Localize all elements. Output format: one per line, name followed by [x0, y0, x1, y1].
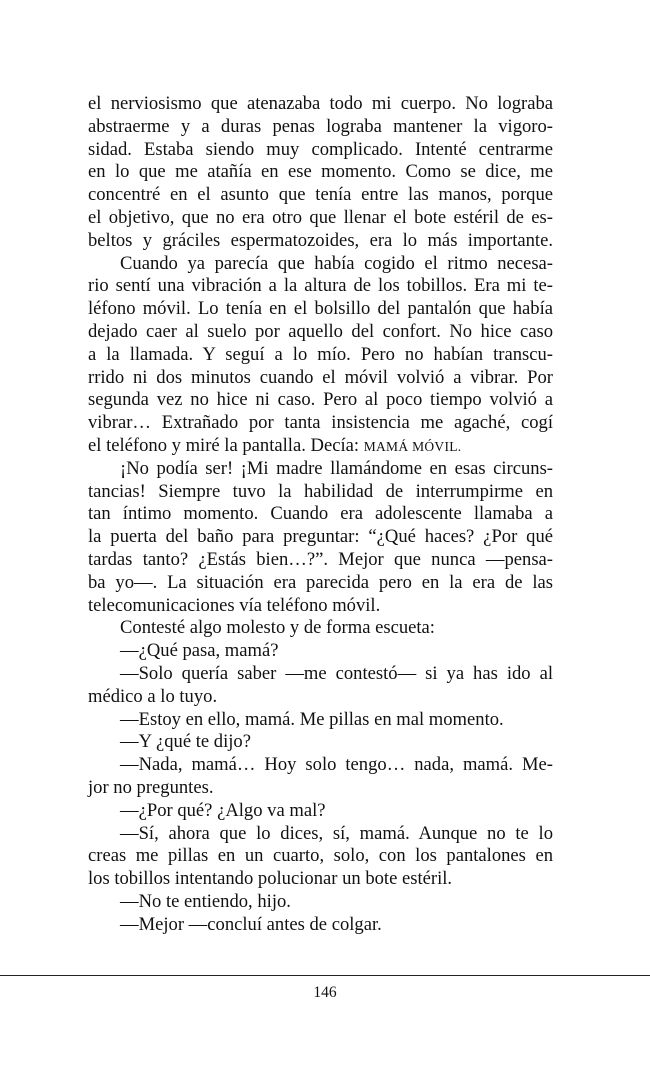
small-caps-text: MAMÁ MÓVIL.: [363, 438, 462, 454]
text-line: rio sentí una vibración a la altura de los tobillos. Era mi te-: [88, 275, 553, 297]
text-line: la puerta del baño para preguntar: “¿Qué haces? ¿Por qué: [88, 526, 553, 548]
text-line: concentré en el asunto que tenía entre las manos, porque: [88, 184, 553, 206]
text-line: —Estoy en ello, mamá. Me pillas en mal momento.: [120, 708, 504, 730]
text-line: dejado caer al suelo por aquello del confort. No hice caso: [88, 320, 553, 342]
text-line: el nerviosismo que atenazaba todo mi cuerpo. No lograba: [88, 93, 553, 114]
page-number: 146: [313, 984, 337, 1001]
text-line: el teléfono y miré la pantalla. Decía: MAMÁ MÓVIL.: [88, 434, 462, 456]
text-line: rrido ni dos minutos cuando el móvil volvió a vibrar. Por: [88, 366, 553, 388]
text-line: segunda vez no hice ni caso. Pero al poco tiempo volvió a: [88, 389, 553, 411]
text-line: ¡No podía ser! ¡Mi madre llamándome en esas circuns-: [120, 457, 553, 479]
text-line: tan íntimo momento. Cuando era adolescente llamaba a: [88, 503, 553, 525]
text-line: ba yo—. La situación era parecida pero en la era de las: [88, 571, 553, 593]
footer-divider: [0, 975, 650, 976]
text-line: a la llamada. Y seguí a lo mío. Pero no habían transcu-: [88, 343, 553, 365]
text-line: en lo que me atañía en ese momento. Como se dice, me: [88, 161, 553, 183]
text-line: —¿Qué pasa, mamá?: [120, 640, 279, 662]
text-line: abstraerme y a duras penas lograba mantener la vigoro-: [88, 115, 553, 137]
text-line: el objetivo, que no era otro que llenar el bote estéril de es-: [88, 206, 553, 228]
text-line: jor no preguntes.: [88, 776, 214, 798]
text-line: beltos y gráciles espermatozoides, era lo más importante.: [88, 229, 553, 251]
text-line: léfono móvil. Lo tenía en el bolsillo del pantalón que había: [88, 298, 553, 320]
text-line: tancias! Siempre tuvo la habilidad de interrumpirme en: [88, 480, 553, 502]
text-line: —Nada, mamá… Hoy solo tengo… nada, mamá. Me-: [120, 754, 553, 776]
text-line: —Mejor —concluí antes de colgar.: [120, 913, 382, 935]
text-line: sidad. Estaba siendo muy complicado. Intenté centrarme: [88, 138, 553, 160]
text-line: —Sí, ahora que lo dices, sí, mamá. Aunque no te lo: [120, 822, 553, 844]
page-body-text: [88, 93, 553, 936]
text-line: telecomunicaciones vía teléfono móvil.: [88, 594, 381, 616]
text-line: médico a lo tuyo.: [88, 685, 218, 707]
text-line: vibrar… Extrañado por tanta insistencia me agaché, cogí: [88, 412, 553, 434]
text-line: —¿Por qué? ¿Algo va mal?: [120, 799, 326, 821]
text-line: Contesté algo molesto y de forma escueta:: [120, 617, 435, 639]
text-line: creas me pillas en un cuarto, solo, con los pantalones en: [88, 845, 553, 867]
text-line: tardas tanto? ¿Estás bien…?”. Mejor que nunca —pensa-: [88, 548, 553, 570]
text-line: Cuando ya parecía que había cogido el ritmo necesa-: [120, 252, 553, 274]
text-line: —Solo quería saber —me contestó— si ya has ido al: [120, 662, 553, 684]
text-line: los tobillos intentando polucionar un bote estéril.: [88, 868, 453, 890]
text-line: —No te entiendo, hijo.: [120, 890, 291, 912]
text-line: —Y ¿qué te dijo?: [120, 731, 251, 753]
